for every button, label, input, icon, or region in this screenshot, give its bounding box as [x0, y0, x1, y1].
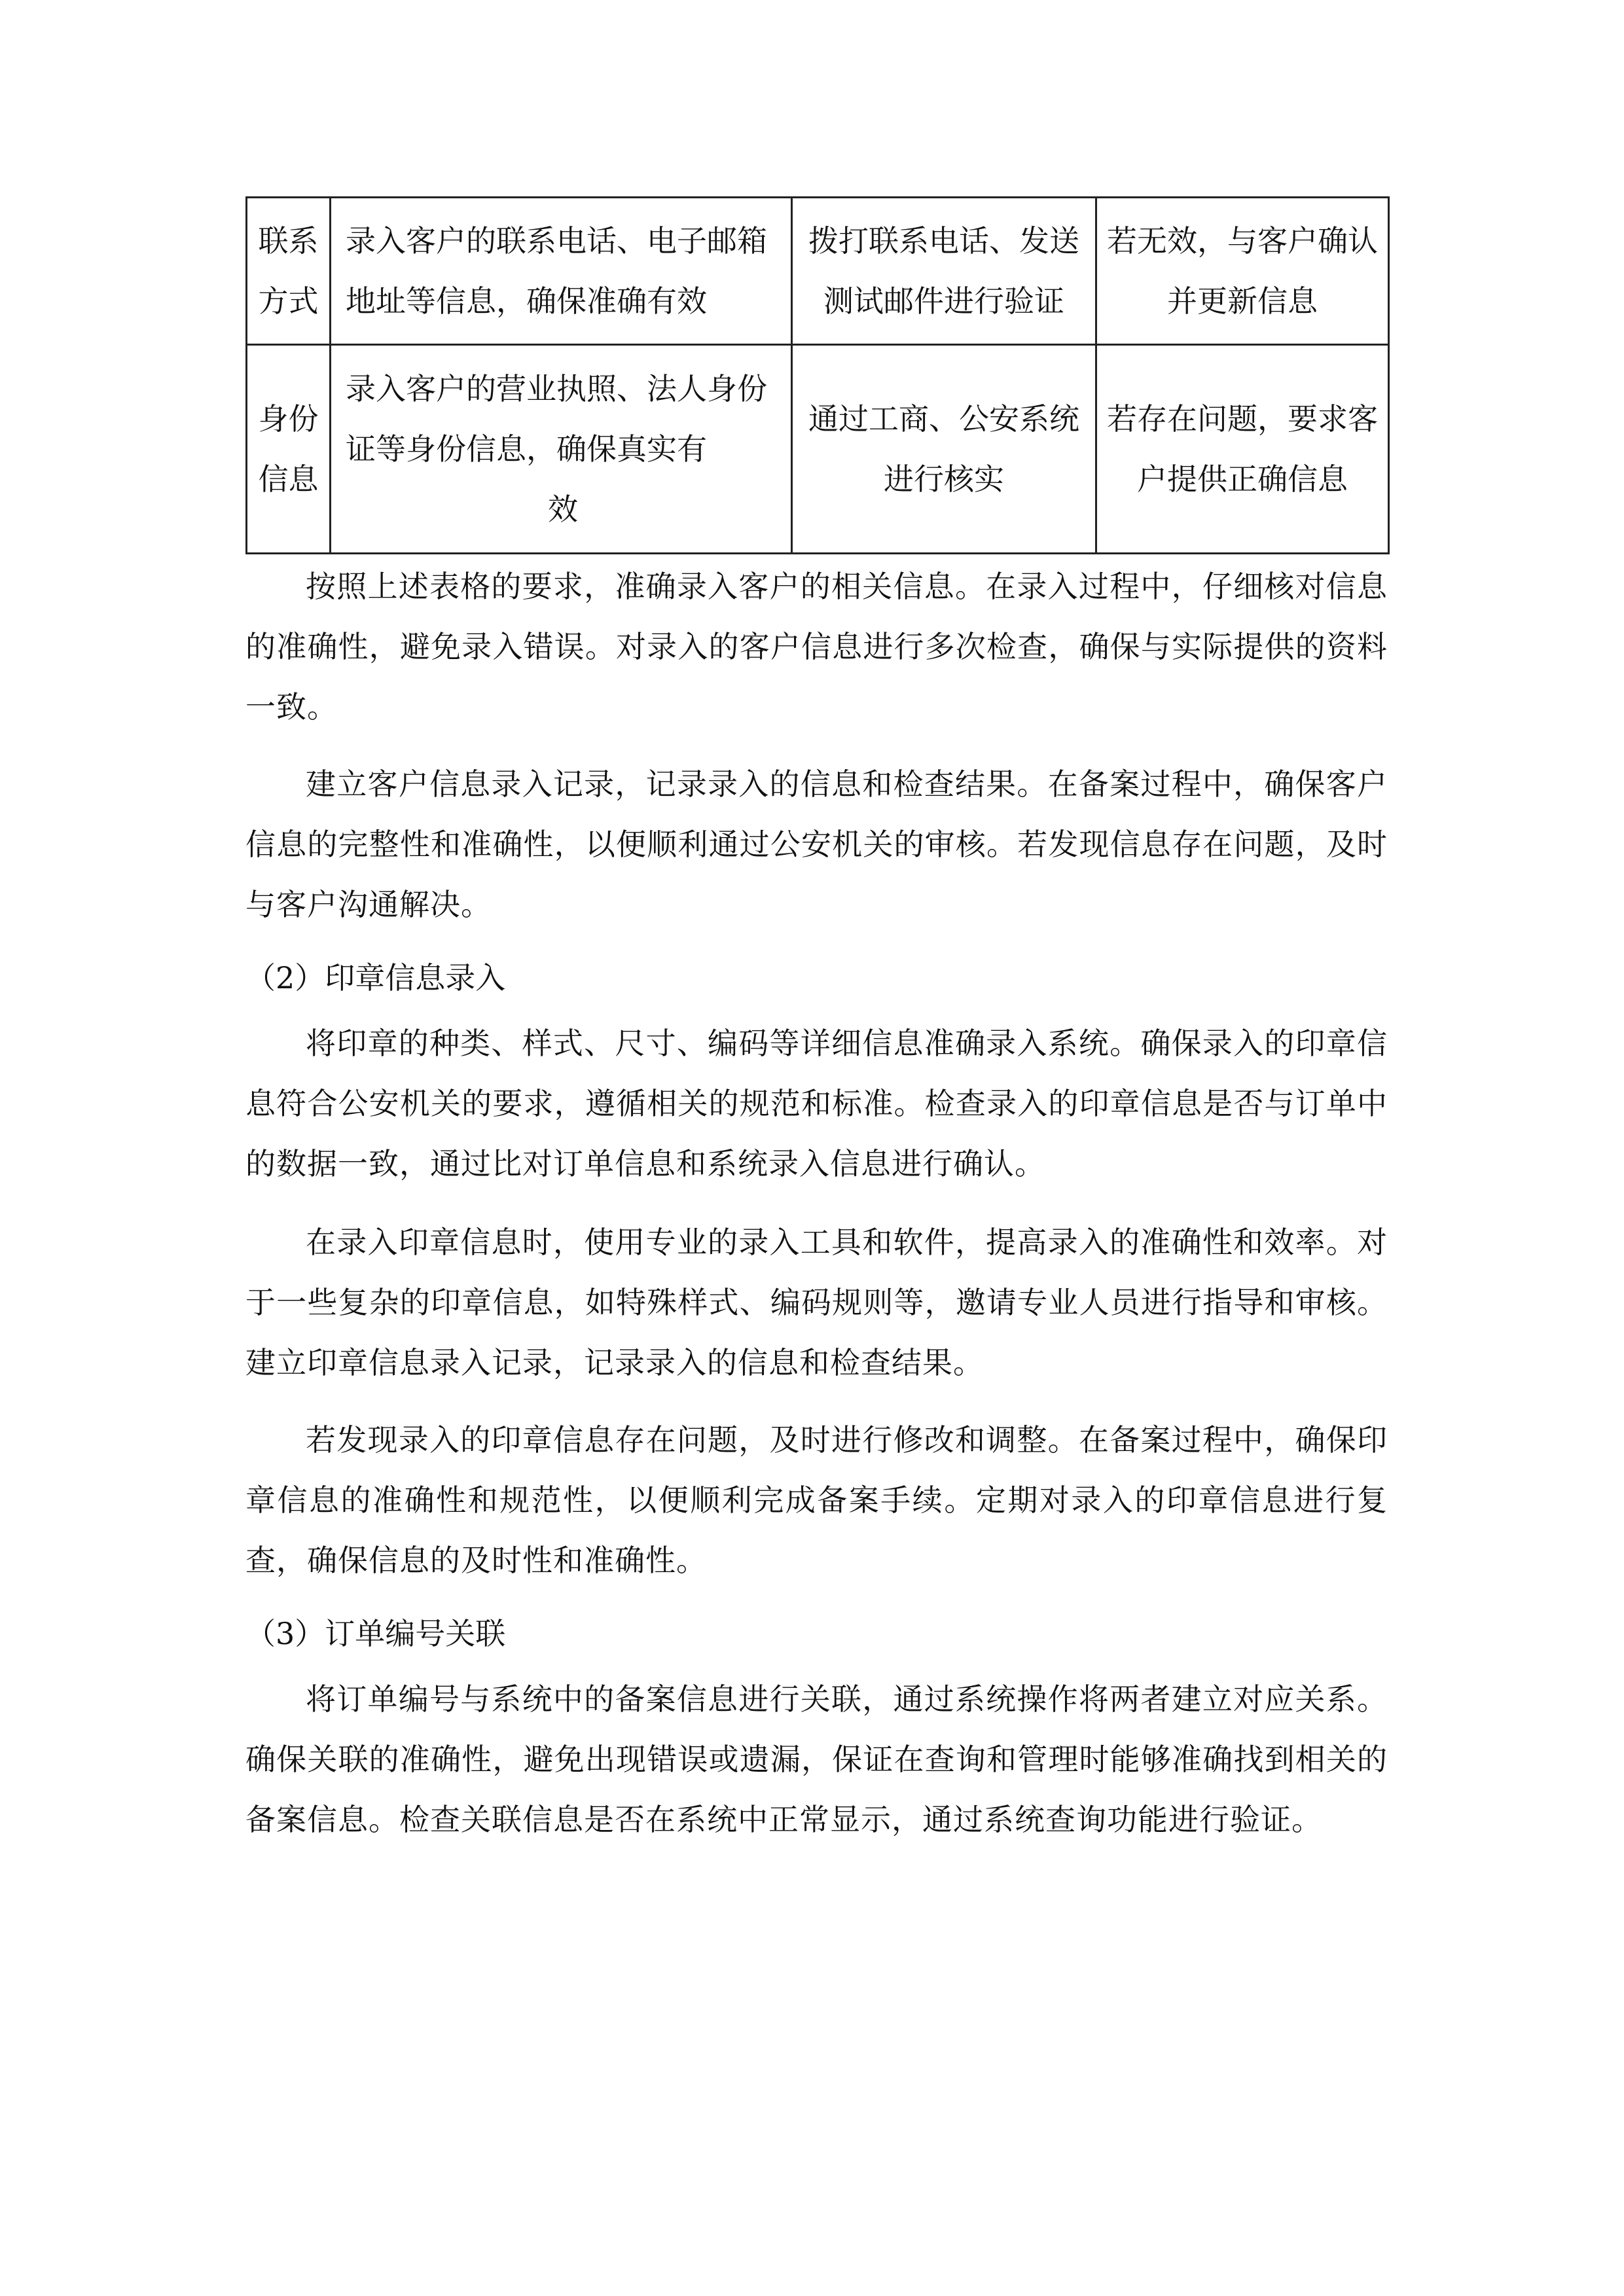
paragraph-seal-tools: 在录入印章信息时，使用专业的录入工具和软件，提高录入的准确性和效率。对于一些复杂的印章信息，如特殊样式、编码规则等，邀请专业人员进行指导和审核。建立印章信息录入记录，记录录入的信息和检查结果。: [245, 1225, 1388, 1380]
verification-method: 拨打联系电话、发送测试邮件进行验证: [792, 198, 1096, 345]
paragraph-order-link: 将订单编号与系统中的备案信息进行关联，通过系统操作将两者建立对应关系。确保关联的准确性，避免出现错误或遗漏，保证在查询和管理时能够准确找到相关的备案信息。检查关联信息是否在系统中正常显示，通过系统查询功能进行验证。: [245, 1681, 1388, 1837]
paragraph-seal-entry: 将印章的种类、样式、尺寸、编码等详细信息准确录入系统。确保录入的印章信息符合公安机关的要求，遵循相关的规范和标准。检查录入的印章信息是否与订单中的数据一致，通过比对订单信息和系统录入信息进行确认。: [245, 1026, 1388, 1181]
customer-info-table: [245, 196, 1390, 554]
issue-handling: 若存在问题，要求客户提供正确信息: [1096, 345, 1389, 554]
row-label-contact: 联系方式: [247, 198, 331, 345]
entry-requirement: [331, 345, 792, 554]
entry-requirement-tail: 效: [548, 492, 578, 527]
paragraph-seal-review: 若发现录入的印章信息存在问题，及时进行修改和调整。在备案过程中，确保印章信息的准确性和规范性，以便顺利完成备案手续。定期对录入的印章信息进行复查，确保信息的及时性和准确性。: [245, 1422, 1388, 1578]
section-heading-seal-entry: （2）印章信息录入: [245, 960, 506, 996]
paragraph-entry-record: 建立客户信息录入记录，记录录入的信息和检查结果。在备案过程中，确保客户信息的完整性和准确性，以便顺利通过公安机关的审核。若发现信息存在问题，及时与客户沟通解决。: [245, 766, 1388, 922]
issue-handling: 若无效，与客户确认并更新信息: [1096, 198, 1389, 345]
entry-requirement-main: 录入客户的营业执照、法人身份证等身份信息，确保真实有: [346, 371, 767, 467]
section-heading-order-link: （3）订单编号关联: [245, 1616, 506, 1651]
verification-method: 通过工商、公安系统进行核实: [792, 345, 1096, 554]
paragraph-customer-entry: 按照上述表格的要求，准确录入客户的相关信息。在录入过程中，仔细核对信息的准确性，避免录入错误。对录入的客户信息进行多次检查，确保与实际提供的资料一致。: [245, 569, 1388, 725]
row-label-identity: 身份信息: [247, 345, 331, 554]
table-row: [247, 345, 1389, 554]
entry-requirement: 录入客户的联系电话、电子邮箱地址等信息，确保准确有效: [331, 198, 792, 345]
table-row: [247, 198, 1389, 345]
